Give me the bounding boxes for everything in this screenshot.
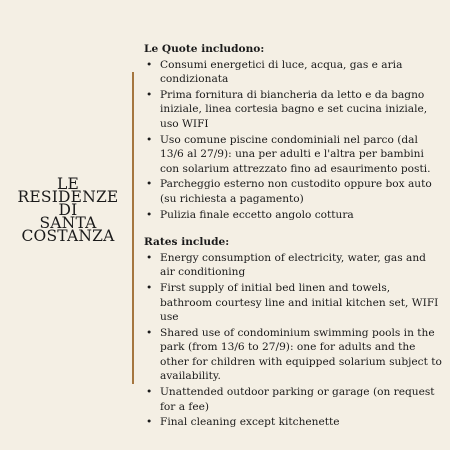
list-item: • Final cleaning except kitchenette bbox=[144, 415, 444, 430]
italian-section-title: Le Quote includono: bbox=[144, 43, 265, 55]
english-list bbox=[144, 251, 444, 430]
list-item: • Prima fornitura di biancheria da letto e da bagno iniziale, linea cortesia bagno e set cucina iniziale, uso WIFI bbox=[144, 88, 444, 132]
vertical-divider bbox=[132, 72, 134, 384]
rates-content bbox=[144, 42, 444, 431]
brand-line-1: LE RESIDENZE bbox=[17, 175, 119, 206]
english-section-title: Rates include: bbox=[144, 236, 230, 249]
list-item: • Unattended outdoor parking or garage (on request for a fee) bbox=[144, 385, 444, 414]
list-item: • Consumi energetici di luce, acqua, gas e aria condizionata bbox=[144, 58, 444, 87]
brand-line-4: COSTANZA bbox=[21, 227, 115, 245]
list-item: • Pulizia finale eccetto angolo cottura bbox=[144, 208, 444, 223]
section-spacer bbox=[144, 223, 444, 235]
list-item: • First supply of initial bed linen and towels, bathroom courtesy line and initial kitchen set, WIFI use bbox=[144, 281, 444, 325]
list-item: • Energy consumption of electricity, water, gas and air conditioning bbox=[144, 251, 444, 280]
list-item: • Shared use of condominium swimming pools in the park (from 13/6 to 27/9): one for adults and the other for children with equipped solarium subject to availability. bbox=[144, 326, 444, 384]
list-item: • Uso comune piscine condominiali nel parco (dal 13/6 al 27/9): una per adulti e l'altra per bambini con solarium attrezzato fino ad esaurimento posti. bbox=[144, 133, 444, 177]
italian-list bbox=[144, 58, 444, 223]
brand-line-2: DI bbox=[58, 201, 78, 219]
list-item: • Parcheggio esterno non custodito oppure box auto (su richiesta a pagamento) bbox=[144, 177, 444, 206]
brand-title bbox=[6, 175, 130, 245]
brand-line-3: SANTA bbox=[39, 214, 97, 232]
